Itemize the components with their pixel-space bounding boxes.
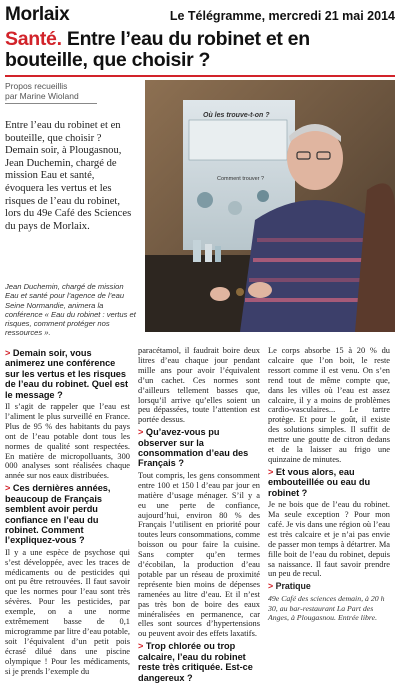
photo-caption: Jean Duchemin, chargé de mission Eau et santé pour l’agence de l’eau Seine Normandie, animera la conférence « Eau du robinet : vertus et risques, comment protéger nos ressources ».: [5, 282, 136, 338]
headline-text: Entre l’eau du robinet et en bouteille, que choisir ?: [5, 28, 310, 71]
pratique-info: 49e Café des sciences demain, à 20 h 30, au bar-restaurant La Part des Anges, à Plougasnou. Entrée libre.: [268, 594, 385, 623]
question-4: [138, 641, 260, 683]
question-5: [268, 467, 390, 498]
headline: [5, 29, 395, 71]
arrow-icon: >: [5, 348, 13, 358]
answer-2: Il y a une espèce de psychose qui s’est développée, avec les traces de médicaments ou de pesticides qui ont pu être retrouvées. Il faut savoir que les normes pour l’eau sont très sévères. Pour les pesticides, par exemple, on a une norme extrêmement basse de 0,1 microgramme par litre d’eau potable, soit l’équivalent d’un petit pois écrasé dilué dans une piscine olympique ! Pour les médicaments, si je prends l’exemple du: [5, 547, 130, 676]
question-5-text: Et vous alors, eau embouteillée ou eau du robinet ?: [268, 466, 371, 498]
arrow-icon: >: [138, 641, 146, 652]
pratique-title-text: Pratique: [275, 581, 311, 592]
question-1: [5, 348, 130, 400]
column-2: [135, 346, 265, 683]
byline-line2: par Marine Wioland: [5, 91, 79, 101]
question-3-text: Qu’avez-vous pu observer sur la consommation d’eau des Français ?: [138, 427, 249, 469]
top-row: [5, 80, 395, 342]
arrow-icon: >: [5, 483, 13, 494]
newspaper-date: Le Télégramme, mercredi 21 mai 2014: [169, 9, 395, 23]
question-2: [5, 483, 130, 545]
headline-rule: [5, 75, 395, 77]
answer-1: Il s’agit de rappeler que l’eau est l’aliment le plus surveillé en France. Plus de 95 % des habitants du pays ont de l’eau potable dont tous les normes de qualité sont respectées. En matière de micropolluants, 300 000 analyses sont réalisées chaque année sur nos eaux distribuées.: [5, 402, 130, 481]
answer-2-continued: paracétamol, il faudrait boire deux litres d’eau chaque jour pendant mille ans pour avoir l’équivalent d’un cachet. Ces normes sont d’ailleurs tellement basses que, lorsqu’il arrive qu’elles soient un peu dépassées, toute l’attention est portée dessus.: [138, 346, 260, 425]
city-title: Morlaix: [5, 4, 70, 25]
photo-illustration: [145, 80, 395, 332]
answer-5: Je ne bois que de l’eau du robinet. Ma seule exception ? Pour mon café. Je vis dans une région où l’eau est très calcaire et je n’ai pas envie de passer mon temps à détartrer. Ma fille boit de l’eau du robinet, depuis sa naissance. Il faut savoir prendre un peu de recul.: [268, 500, 390, 579]
pratique-title: [268, 582, 390, 592]
article-columns: [5, 346, 395, 683]
arrow-icon: >: [138, 427, 146, 438]
answer-3: Tout compris, les gens consomment entre 100 et 150 l d’eau par jour en matière d’usage ménager. S’il y a eu une perte de confiance, aujourd’hui, environ 80 % des Français l’utilisent en priorité pour toutes leurs consommations, comme boisson ou pour faire la cuisine. Sans compter qu’en termes d’écobilan, la production d’eau potable par un réseau de proximité représente bien moins de dépenses ramenées au litre d’eau. Et il n’est pas très bon de boire des eaux minéralisées en permanence, car elles sont sources d’hypertensions ou peuvent avoir des effets laxatifs.: [138, 470, 260, 639]
arrow-icon: >: [268, 466, 276, 477]
poster-text: Où les trouve-t-on ?: [203, 112, 270, 119]
intro-paragraph: Entre l’eau du robinet et en bouteille, que choisir ? Demain soir, à Plougasnou, Jean Duchemin, chargé de mission Eau et santé, évoquera les vertus et les risques de l’eau du robinet, lors du 49e Café des Sciences du pays de Morlaix.: [5, 120, 132, 232]
question-4-text: Trop chlorée ou trop calcaire, l’eau du robinet reste très critiquée. Est-ce dangereux ?: [138, 641, 253, 683]
byline-line1: Propos recueillis: [5, 81, 68, 91]
arrow-icon: >: [268, 581, 276, 592]
headline-kicker: Santé.: [5, 28, 62, 50]
question-3: [138, 427, 260, 469]
answer-4: Le corps absorbe 15 à 20 % du calcaire que l’on boit, le reste ressort comme il est venu. On s’en rend tout de même compte que, dans les villes où l’eau est assez calcaire, il y a moins de problèmes cardio-vasculaires... Le tartre protège. Et pour le goût, il existe des solutions simples. Il suffit de mettre une goutte de citron dedans et de la laisser au frigo une quinzaine de minutes.: [268, 346, 390, 464]
question-2-text: Ces dernières années, beaucoup de Français semblent avoir perdu confiance en l’eau du robinet. Comment l’expliquez-vous ?: [5, 483, 111, 546]
poster-text-2: Comment trouver ?: [217, 176, 265, 182]
masthead: [5, 4, 395, 26]
article-photo: [145, 80, 395, 332]
question-1-text: Demain soir, vous animerez une conférence sur les vertus et les risques de l’eau du robinet. Quel est le message ?: [5, 348, 129, 400]
column-3: [265, 346, 395, 646]
column-1: [5, 346, 135, 676]
